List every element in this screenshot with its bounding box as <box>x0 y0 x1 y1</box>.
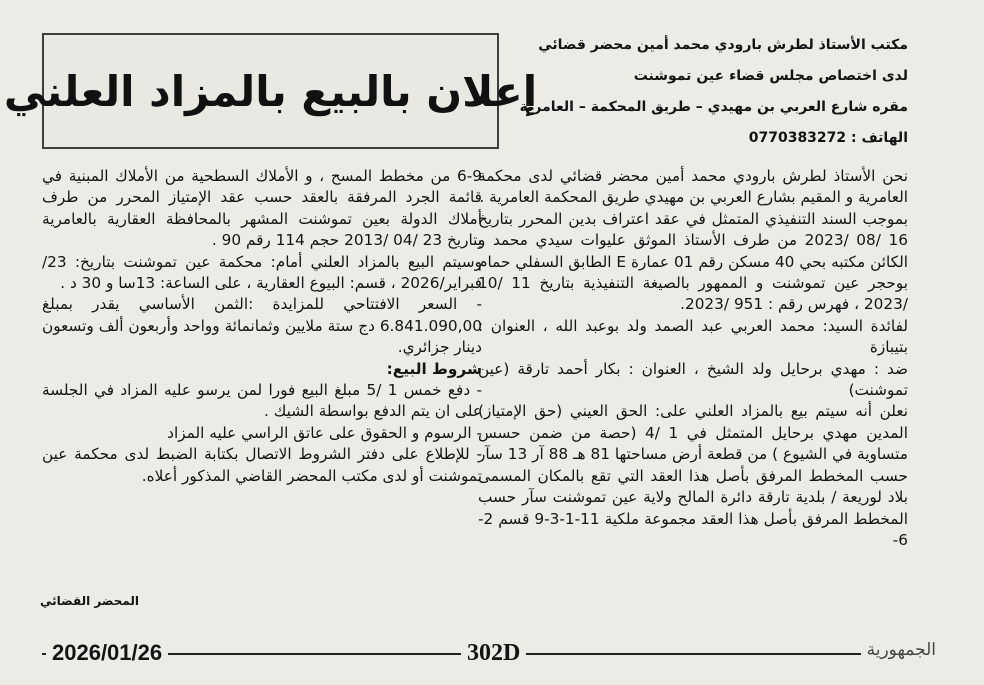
left-column <box>42 166 482 487</box>
terms-item: - دفع خمس 1 /5 مبلغ البيع فورا لمن يرسو عليه المزاد في الجلسة على ان يتم الدفع بواسطة الشيك . <box>42 381 482 421</box>
paragraph-enforcement-title: بموجب السند التنفيذي المتمثل في عقد اعتراف بدين المحرر بتاريخ 16 /08 /2023 من طرف الأستاذ الموثق عليوات سيدي محمد و الكائن مكتبه بحي 40 مسكن رقم 01 عمارة E الطابق السفلي حمام بوحجر عين تموشنت و الممهور بالصيغة التنفيذية بتاريخ 11 /10 /2023 ، فهرس رقم : 951 /2023. <box>478 209 909 314</box>
signature: المحضر القضائي <box>40 594 140 608</box>
terms-item: - للإطلاع على دفتر الشروط الاتصال بكتابة الضبط لدى محكمة عين تموشنت أو لدى مكتب المحضر القاضي المذكور أعلاه. <box>42 445 482 485</box>
page-code: 302D <box>461 640 526 667</box>
terms-item: - الرسوم و الحقوق على عاتق الراسي عليه المزاد <box>167 423 482 442</box>
paragraph-debtor: ضد : مهدي برحايل ولد الشيخ ، العنوان : بكار أحمد تارقة (عين تموشنت) <box>478 359 908 400</box>
office-address: مقره شارع العربي بن مهيدي – طريق المحكمة – العامرية <box>519 99 908 115</box>
newspaper-logo: الجمهورية <box>861 640 942 660</box>
right-column <box>478 166 908 551</box>
office-name: مكتب الأستاذ لطرش بارودي محمد أمين محضر قضائي <box>538 37 908 53</box>
paragraph-beneficiary: لفائدة السيد: محمد العربي عبد الصمد ولد بوعبد الله ، العنوان : بتيبازة <box>478 316 908 357</box>
title-box <box>3 33 538 149</box>
paragraph-intro: نحن الأستاذ لطرش بارودي محمد أمين محضر قضائي لدى محكمة العامرية و المقيم بشارع العربي بن مهيدي طريق المحكمة العامرية . <box>478 167 908 207</box>
paragraph-cadastre: 6-9 من مخطط المسح ، و الأملاك السطحية من الأملاك المبنية في قائمة الجرد المرفقة بالعقد حسب عقد الإمتياز المحرر من طرف أملاك الدولة بعين تموشنت المشهر بالمحافظة العقارية بالعامرية بتاريخ 23 /04 /2013 حجم 114 رقم 90 . <box>42 167 482 250</box>
paragraph-property: نعلن أنه سيتم بيع بالمزاد العلني على: الحق العيني (حق الإمتياز) المدين مهدي برحايل المتمثل في 1 /4 (حصة من ضمن حسس متساوية في الشيوع ) من قطعة أرض مساحتها 81 هـ 88 آر 13 سآر حسب المخطط المرفق بأصل هذا العقد التي تقع بالمكان المسمى بلاد لوريعة / بلدية تارقة دائرة المالح ولاية عين تموشنت سآر حسب المخطط المرفق بأصل هذا العقد مجموعة ملكية 11-1-3-9 قسم 2-6- <box>478 402 908 549</box>
office-jurisdiction: لدى اختصاص مجلس قضاء عين تموشنت <box>633 68 908 84</box>
paragraph-opening-price: - السعر الافتتاحي للمزايدة :الثمن الأساسي يقدر بمبلغ 6.841.090,00 دج ستة ملايين وثمانمائة وواحد وأربعون ألف وتسعون دينار جزائري. <box>42 295 482 357</box>
paragraph-sale-date: وسيتم البيع بالمزاد العلني أمام: محكمة عين تموشنت بتاريخ: 23/فبراير/2026 ، قسم: البيوع العقارية ، على الساعة: 13سا و 30 د . <box>42 252 482 293</box>
office-phone: الهاتف : 0770383272 <box>748 130 908 146</box>
page-title: إعلان بالبيع بالمزاد العلني <box>3 66 538 116</box>
page-footer <box>42 634 942 668</box>
terms-title: شروط البيع: <box>386 359 482 378</box>
issue-date: 2026/01/26 <box>46 640 168 666</box>
